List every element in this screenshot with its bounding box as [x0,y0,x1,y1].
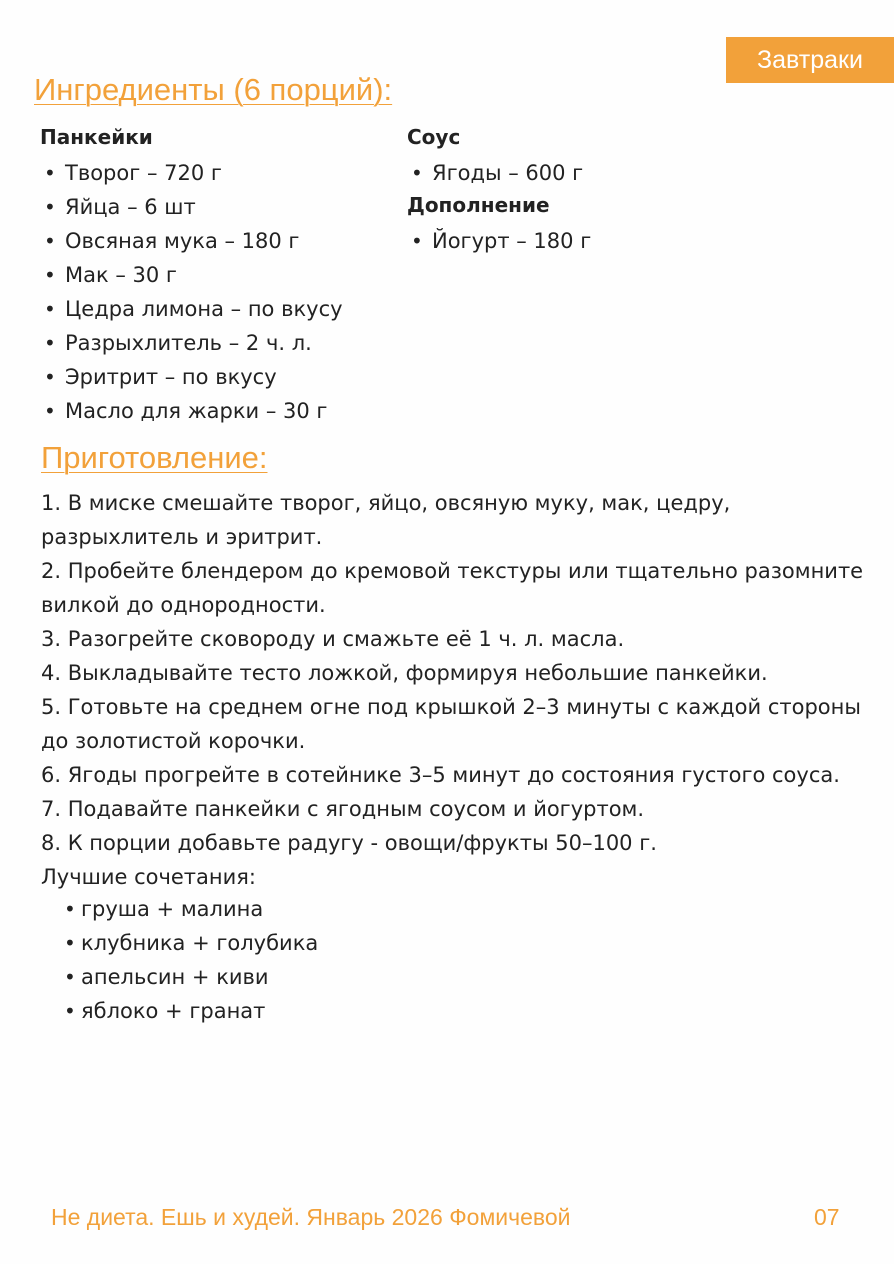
list-item: • апельсин + киви [60,962,318,996]
sauce-list [407,158,707,192]
combos-list [60,894,318,1030]
page-number: 07 [814,1204,840,1230]
list-item: • яблоко + гранат [60,996,318,1030]
pancakes-column [40,124,380,430]
best-combos-label: Лучшие сочетания: [41,865,256,889]
step-text: 6. Ягоды прогрейте в сотейнике 3–5 минут до состояния густого соуса. [41,763,840,787]
step-text: 2. Пробейте блендером до кремовой текстуры или тщательно разомните вилкой до однородности. [41,559,864,617]
pancakes-subheading: Панкейки [40,125,153,149]
addition-list [407,226,707,260]
list-item: • Йогурт – 180 г [407,226,707,260]
sauce-column [407,124,707,260]
step-text: 4. Выкладывайте тесто ложкой, формируя небольшие панкейки. [41,661,768,685]
list-item: • Творог – 720 г [40,158,380,192]
pancakes-list [40,158,380,430]
preparation-steps [41,486,881,894]
step-text: 8. К порции добавьте радугу - овощи/фрукты 50–100 г. [41,831,657,855]
step-text: 1. В миске смешайте творог, яйцо, овсяную муку, мак, цедру, разрыхлитель и эритрит. [41,491,731,549]
addition-subheading: Дополнение [407,193,550,217]
list-item: • Эритрит – по вкусу [40,362,380,396]
list-item: • Овсяная мука – 180 г [40,226,380,260]
list-item: • Разрыхлитель – 2 ч. л. [40,328,380,362]
list-item: • Ягоды – 600 г [407,158,707,192]
step-text: 7. Подавайте панкейки с ягодным соусом и йогуртом. [41,797,645,821]
category-badge: Завтраки [726,37,894,83]
list-item: • Масло для жарки – 30 г [40,396,380,430]
step-text: 5. Готовьте на среднем огне под крышкой 2–3 минуты с каждой стороны до золотистой корочки. [41,695,861,753]
sauce-subheading: Соус [407,125,461,149]
list-item: • Яйца – 6 шт [40,192,380,226]
list-item: • Мак – 30 г [40,260,380,294]
ingredients-heading: Ингредиенты (6 порций): [34,72,393,107]
step-text: 3. Разогрейте сковороду и смажьте её 1 ч. л. масла. [41,627,625,651]
list-item: • Цедра лимона – по вкусу [40,294,380,328]
footer-text: Не диета. Ешь и худей. Январь 2026 Фомичевой [51,1204,571,1230]
preparation-heading: Приготовление: [41,440,268,475]
list-item: • клубника + голубика [60,928,318,962]
list-item: • груша + малина [60,894,318,928]
